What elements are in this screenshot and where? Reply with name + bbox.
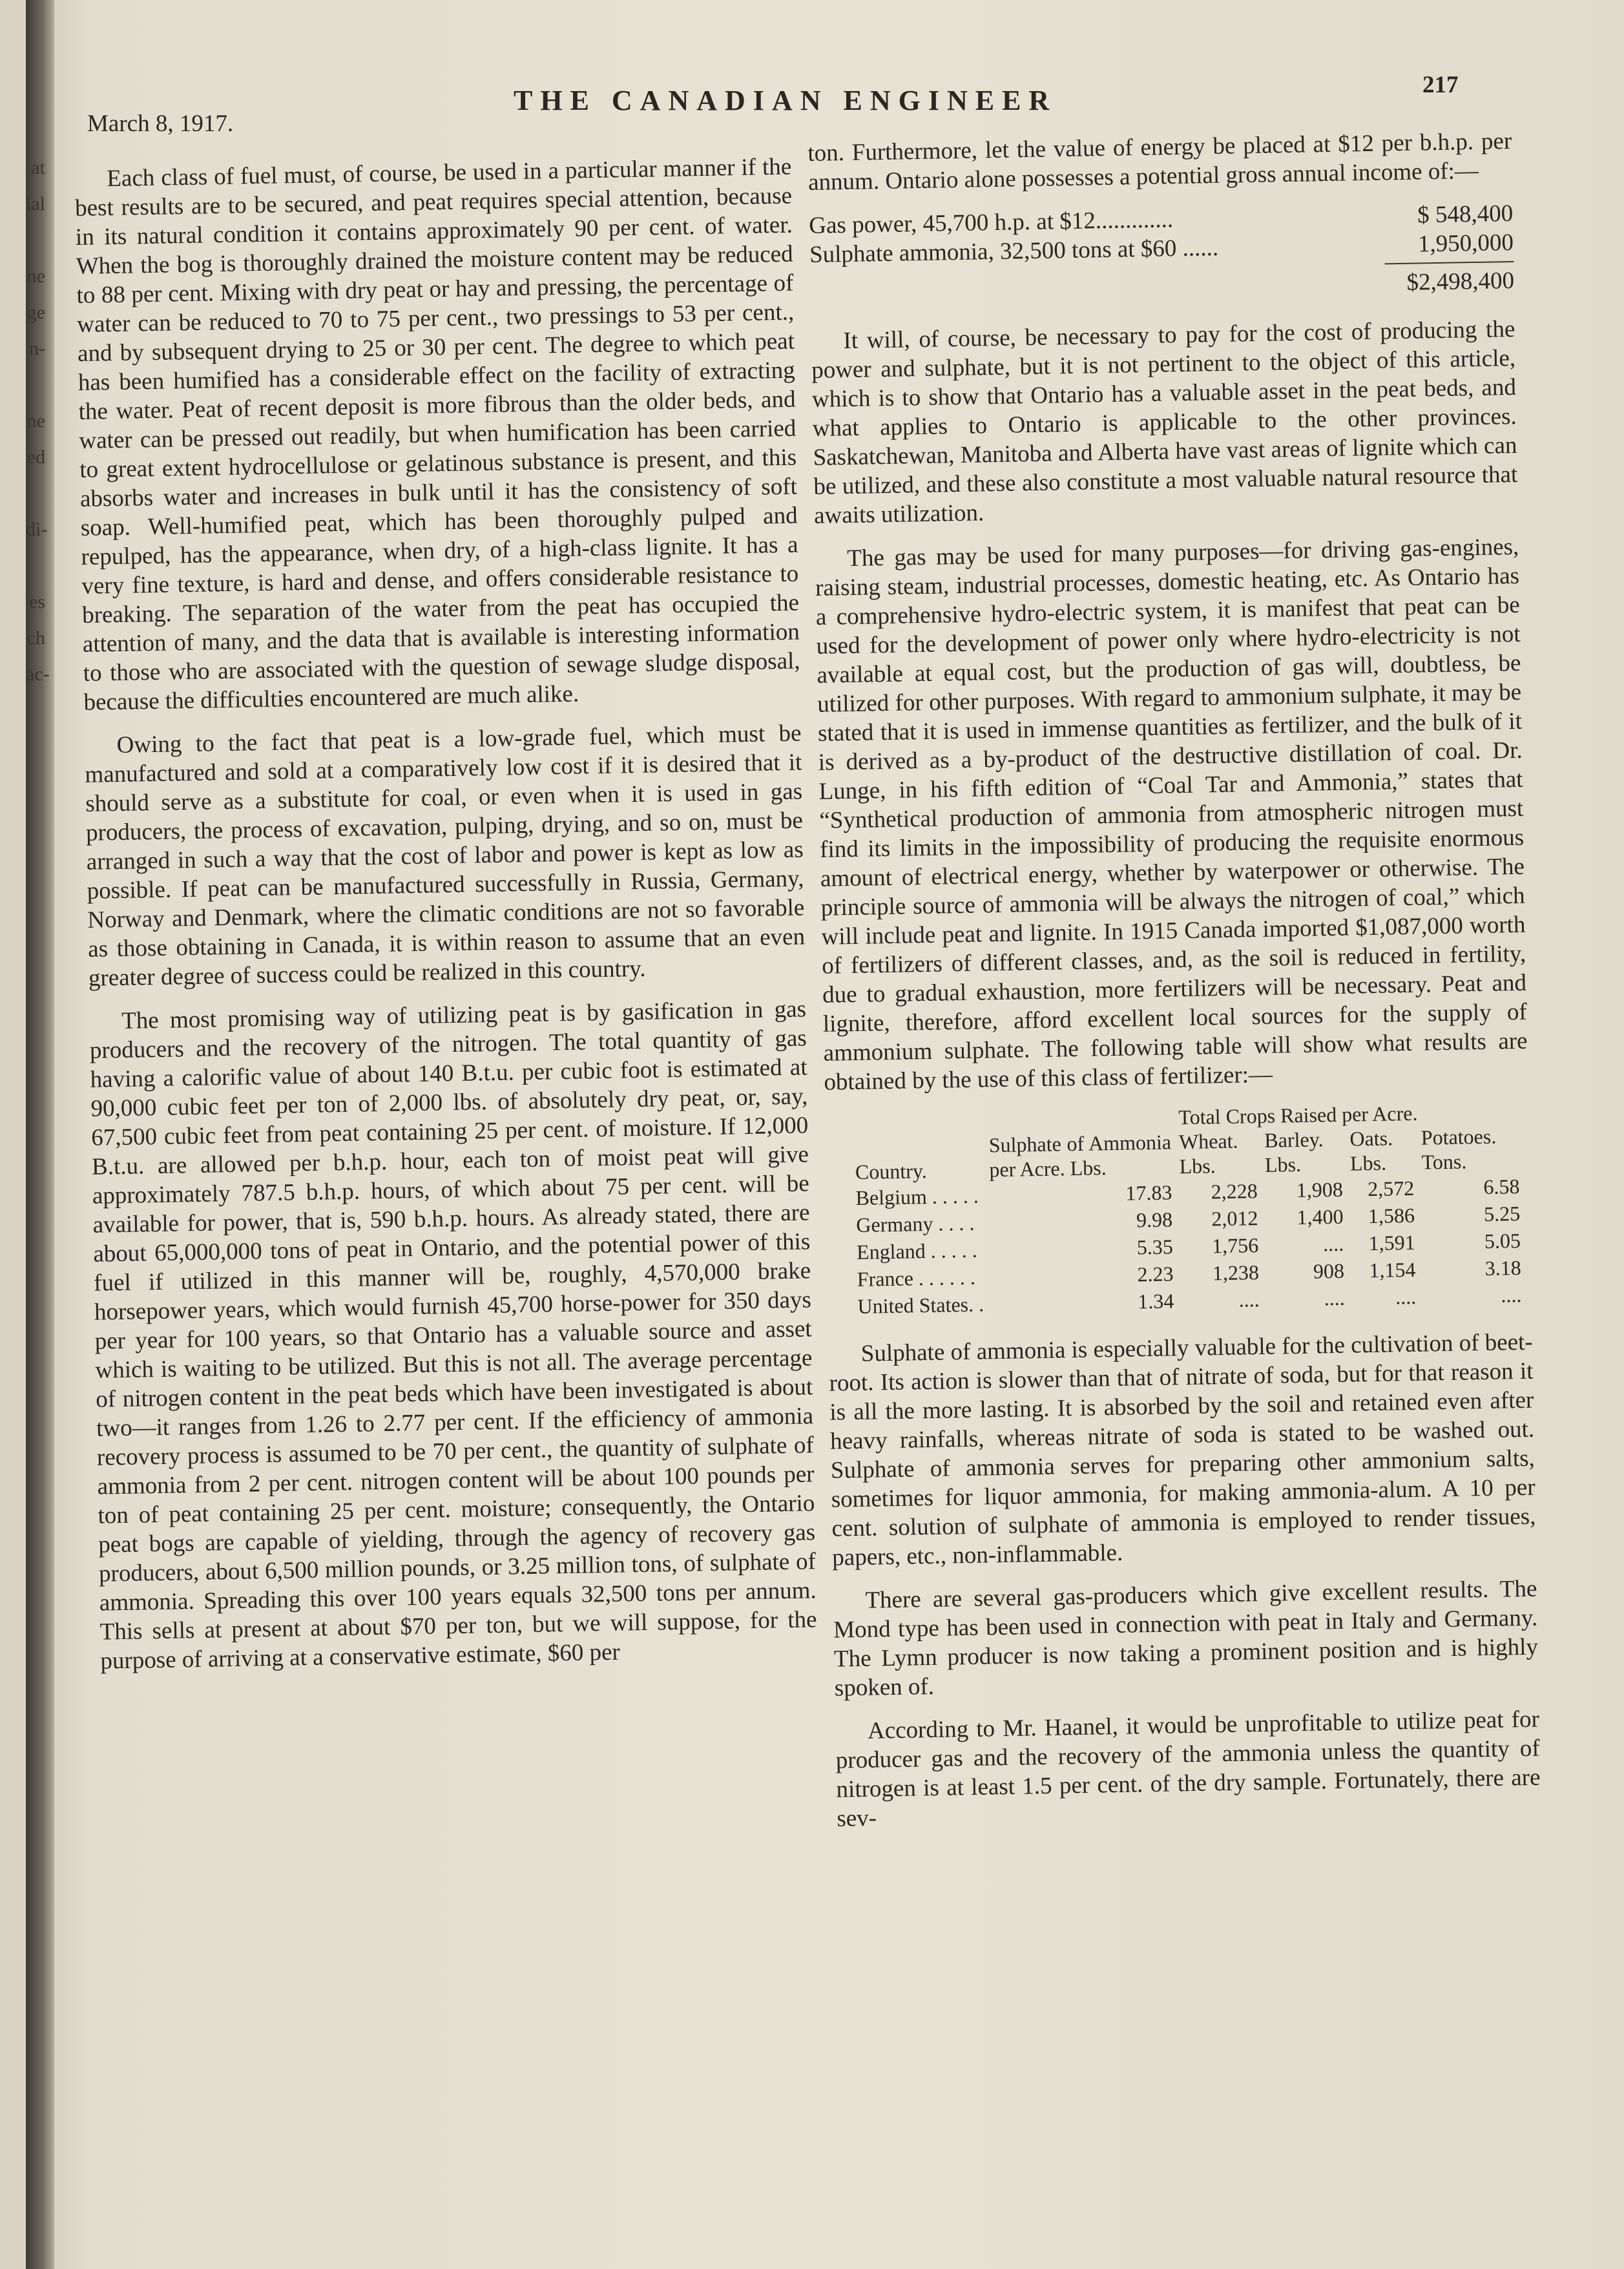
paragraph: According to Mr. Haanel, it would be unprofitable to utilize peat for producer gas and the recovery of the ammonia unless the quantity of nitrogen is at least 1.5 per cent. of the dry sample. Fortunately, there are sev- <box>835 1706 1541 1832</box>
sum-rule <box>1384 261 1514 264</box>
page-header <box>87 71 1508 137</box>
paragraph: There are several gas-producers which give excellent results. The Mond type has been used in connection with peat in Italy and Germany. The Lymn producer is now taking a prominent position and is highly spoken of. <box>833 1575 1539 1702</box>
left-column <box>74 152 818 1690</box>
cell-wheat: 2,228 <box>1211 1179 1258 1204</box>
cell-country: Belgium . . . . . <box>855 1184 979 1209</box>
cell-country: England . . . . . <box>856 1238 978 1264</box>
cell-wheat: 2,012 <box>1211 1206 1258 1231</box>
cell-potatoes: 5.05 <box>1484 1228 1521 1253</box>
cell-wheat: .... <box>1238 1288 1260 1312</box>
income-statement <box>809 199 1514 308</box>
margin-fragment: ne <box>26 266 45 287</box>
header-country: Country. <box>855 1159 928 1184</box>
header-potatoes: Potatoes. Tons. <box>1421 1124 1497 1174</box>
paragraph: The most promising way of utilizing peat is by gasification in gas producers and the recovery of the nitrogen. The total quantity of gas having a calorific value of about 140 B.t.u. per cubic foot is estimated at 90,000 cubic feet per ton of 2,000 lbs. of absolutely dry peat, or, say, 67,500 cubic feet from peat containing 25 per cent. of moisture. If 12,000 B.t.u. are allowed per b.h.p. hour, each ton of moist peat will give approximately 787.5 b.h.p. hours, of which about 75 per cent. will be available for power, that is, 590 b.h.p. hours. As already stated, there are about 65,000,000 tons of peat in Ontario, and the potential power of this fuel if utilized in this manner will be, roughly, 4,570,000 brake horsepower years, which would furnish 45,700 horse-power for 350 days per year for 100 years, so that Ontario has a valuable source and asset which is waiting to be utilized. But this is not all. The average percentage of nitrogen content in the peat beds which have been investigated is about two—it ranges from 1.26 to 2.77 per cent. If the efficiency of ammonia recovery process is assumed to be 70 per cent., the quantity of sulphate of ammonia from 2 per cent. nitrogen content will be about 100 pounds per ton of peat containing 25 per cent. moisture; consequently, the Ontario peat bogs are capable of yielding, through the agency of recovery gas producers, about 6,500 million pounds, or 3.25 million tons, of sulphate of ammonia. Spreading this over 100 years equals 32,500 tons per annum. This sells at present at about $70 per ton, but we will suppose, for the purpose of arriving at a conservative estimate, $60 per <box>89 996 817 1675</box>
income-total: $2,498,400 <box>1406 267 1515 296</box>
header-crops: Total Crops Raised per Acre. <box>1178 1101 1418 1129</box>
cell-barley: .... <box>1322 1231 1344 1256</box>
margin-fragment: es <box>29 591 45 612</box>
cell-barley: 1,400 <box>1296 1204 1344 1229</box>
margin-fragment: ial <box>26 193 45 214</box>
cell-oats: 2,572 <box>1367 1176 1415 1201</box>
journal-title: THE CANADIAN ENGINEER <box>514 85 1057 116</box>
header-oats: Oats. Lbs. <box>1349 1126 1393 1175</box>
paragraph: It will, of course, be necessary to pay for the cost of producing the power and sulphate, but it is not pertinent to the object of this article, which is to show that Ontario has a valuable asset in the peat beds, and what applies to Ontario is applicable to the other provinces. Saskatchewan, Manitoba and Alberta have vast areas of lignite which can be utilized, and these also constitute a most valuable natural resource that awaits utilization. <box>811 315 1518 529</box>
income-amount: $ 548,400 <box>1417 200 1514 229</box>
cell-potatoes: .... <box>1501 1282 1522 1307</box>
cell-potatoes: 5.25 <box>1483 1202 1521 1226</box>
cell-country: United States. . <box>857 1292 984 1318</box>
cell-country: Germany . . . . <box>856 1211 975 1237</box>
margin-fragment: ac- <box>26 664 50 685</box>
income-amount: 1,950,000 <box>1417 229 1514 258</box>
cell-oats: .... <box>1395 1284 1417 1309</box>
paragraph: The gas may be used for many purposes—for driving gas-engines, raising steam, industrial processes, domestic heating, etc. As Ontario has a comprehensive hydro-electric system, it is manifest that peat can be used for the development of power only where hydro-electricity is not available at equal cost, but the production of gas will, doubtless, be utilized for other purposes. With regard to ammonium sulphate, it may be stated that it is used in immense quantities as fertilizer, and the bulk of it is derived as a by-product of the destructive distillation of coal. Dr. Lunge, in his fifth edition of “Coal Tar and Ammonia,” states that “Synthetical production of ammonia from atmospheric nitrogen must find its limits in the impossibility of producing the requisite enormous amount of electrical energy, whether by waterpower or otherwise. The principle source of ammonia will be always the nitrogen of coal,” which will include peat and lignite. In 1915 Canada imported $1,087,000 worth of fertilizers of different classes, and, as the soil is reduced in fertility, due to gradual exhaustion, more fertilizers will be necessary. Peat and lignite, therefore, afford excellent local sources for the supply of ammonium sulphate. The following table will show what results are obtained by the use of this class of fertilizer:— <box>815 533 1528 1096</box>
right-column <box>807 127 1541 1848</box>
margin-fragment: ge <box>26 302 45 323</box>
margin-fragment: n- <box>29 338 45 359</box>
margin-fragment <box>26 547 45 583</box>
cell-sulphate: 17.83 <box>1125 1180 1172 1205</box>
cell-oats: 1,154 <box>1369 1257 1416 1282</box>
margin-fragment: ne <box>26 410 45 432</box>
journal-page <box>26 0 1624 2269</box>
cell-barley: 1,908 <box>1296 1177 1344 1202</box>
header-wheat: Wheat. Lbs. <box>1178 1129 1238 1178</box>
cell-sulphate: 2.23 <box>1137 1262 1174 1286</box>
fertilizer-results-table <box>850 1099 1525 1320</box>
margin-fragment: ed <box>26 446 45 468</box>
paragraph: Sulphate of ammonia is especially valuable for the cultivation of beet-root. Its action is slower than that of nitrate of soda, but for that reason it is all the more lasting. It is absorbed by the soil and retained even after heavy rainfalls, whereas nitrate of soda is stated to be washed out. Sulphate of ammonia serves for preparing other ammonium salts, sometimes for liquor ammonia, for making ammonia-alum. A 10 per cent. solution of sulphate of ammonia is employed to render tissues, papers, etc., non-inflammable. <box>829 1328 1536 1571</box>
margin-fragment <box>26 366 45 402</box>
paragraph: ton. Furthermore, let the value of energy be placed at $12 per b.h.p. per annum. Ontario alone possesses a potential gross annual income of:— <box>807 127 1512 196</box>
cell-sulphate: 1.34 <box>1137 1289 1174 1313</box>
previous-page-fragments <box>26 149 50 691</box>
cell-wheat: 1,238 <box>1212 1260 1260 1285</box>
cell-wheat: 1,756 <box>1211 1233 1259 1258</box>
header-sulphate: Sulphate of Ammonia per Acre. Lbs. <box>988 1130 1172 1182</box>
margin-fragment <box>26 221 45 257</box>
margin-fragment: ch <box>26 627 45 649</box>
cell-barley: .... <box>1324 1286 1346 1310</box>
cell-potatoes: 3.18 <box>1484 1255 1521 1280</box>
cell-sulphate: 5.35 <box>1136 1235 1174 1259</box>
margin-fragment <box>26 474 45 510</box>
page-number: 217 <box>1422 72 1459 98</box>
cell-barley: 908 <box>1313 1259 1345 1283</box>
cell-country: France . . . . . . <box>857 1265 976 1291</box>
cell-oats: 1,591 <box>1368 1230 1415 1255</box>
income-label: Gas power, 45,700 h.p. at $12............. <box>808 206 1174 239</box>
cell-oats: 1,586 <box>1368 1203 1415 1228</box>
paragraph: Owing to the fact that peat is a low-grade fuel, which must be manufactured and sold at a comparatively low cost if it is desired that it should serve as a substitute for coal, or even when it is used in gas producers, the process of excavation, pulping, drying, and so on, must be arranged in such a way that the cost of labor and power is kept as low as possible. If peat can be manufactured successfully in Russia, Germany, Norway and Denmark, where the climatic conditions are not so favorable as those obtaining in Canada, it is within reason to assume that an even greater degree of success could be realized in this country. <box>85 720 806 992</box>
cell-potatoes: 6.58 <box>1483 1175 1520 1198</box>
margin-fragment: at <box>31 157 45 178</box>
header-barley: Barley. Lbs. <box>1264 1127 1324 1176</box>
margin-fragment: di- <box>26 519 48 540</box>
issue-date: March 8, 1917. <box>87 110 234 137</box>
income-label: Sulphate ammonia, 32,500 tons at $60 ...... <box>809 234 1219 268</box>
cell-sulphate: 9.98 <box>1136 1208 1173 1232</box>
paragraph: Each class of fuel must, of course, be used in a particular manner if the best results are to be secured, and peat requires special attention, because in its natural condition it contains approximately 90 per cent. of water. When the bog is thoroughly drained the moisture content may be reduced to 88 per cent. Mixing with dry peat or hay and pressing, the percentage of water can be reduced to 70 to 75 per cent., two pressings to 53 per cent., and by subsequent drying to 25 or 30 per cent. The degree to which peat has been humified has a considerable effect on the facility of extracting the water. Peat of recent deposit is more fibrous than the older beds, and water can be pressed out readily, but when humification has been carried to great extent hydrocellulose or gelatinous substance is present, and this absorbs water and increases in bulk until it has the consistency of soft soap. Well-humified peat, which has been thoroughly pulped and repulped, has the appearance, when dry, of a high-class lignite. It has a very fine texture, is hard and dense, and offers considerable resistance to breaking. The separation of the water from the peat has occupied the attention of many, and the data that is available is interesting information to those who are associated with the question of sewage sludge disposal, because the difficulties encountered are much alike. <box>74 153 800 716</box>
